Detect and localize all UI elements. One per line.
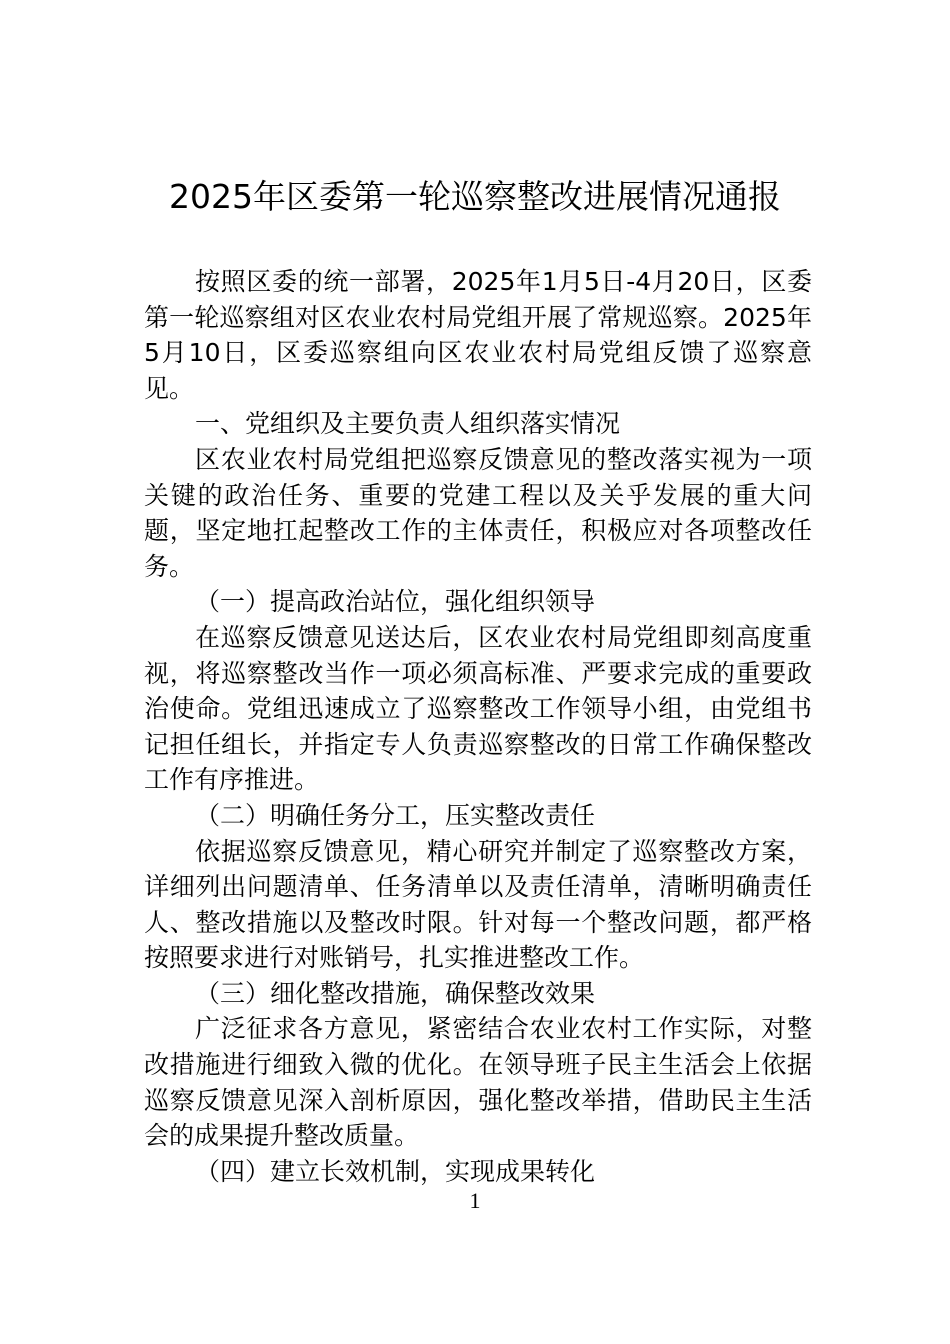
section-1-paragraph: 区农业农村局党组把巡察反馈意见的整改落实视为一项关键的政治任务、重要的党建工程以及关乎发展的重大问题，坚定地扛起整改工作的主体责任，积极应对各项整改任务。 xyxy=(144,444,812,581)
document-body xyxy=(144,264,812,1189)
subsection-heading-4: （四）建立长效机制，实现成果转化 xyxy=(195,1156,596,1186)
subsection-heading-1: （一）提高政治站位，强化组织领导 xyxy=(195,587,596,617)
intro-paragraph: 按照区委的统一部署，2025年1月5日-4月20日，区委第一轮巡察组对区农业农村局党组开展了常规巡察。2025年5月10日，区委巡察组向区农业农村局党组反馈了巡察意见。 xyxy=(144,267,812,403)
subsection-2-paragraph: 依据巡察反馈意见，精心研究并制定了巡察整改方案，详细列出问题清单、任务清单以及责任清单，清晰明确责任人、整改措施以及整改时限。针对每一个整改问题，都严格按照要求进行对账销号，扎实推进整改工作。 xyxy=(144,836,812,973)
subsection-heading-2: （二）明确任务分工，压实整改责任 xyxy=(195,800,596,830)
page-number: 1 xyxy=(469,1188,481,1213)
subsection-1-paragraph: 在巡察反馈意见送达后，区农业农村局党组即刻高度重视，将巡察整改当作一项必须高标准、严要求完成的重要政治使命。党组迅速成立了巡察整改工作领导小组，由党组书记担任组长，并指定专人负责巡察整改的日常工作确保整改工作有序推进。 xyxy=(144,622,812,795)
subsection-heading-3: （三）细化整改措施，确保整改效果 xyxy=(195,978,596,1008)
document-title: 2025年区委第一轮巡察整改进展情况通报 xyxy=(169,177,781,216)
subsection-3-paragraph: 广泛征求各方意见，紧密结合农业农村工作实际，对整改措施进行细致入微的优化。在领导班子民主生活会上依据巡察反馈意见深入剖析原因，强化整改举措，借助民主生活会的成果提升整改质量。 xyxy=(144,1014,812,1151)
section-heading-1: 一、党组织及主要负责人组织落实情况 xyxy=(195,409,621,439)
